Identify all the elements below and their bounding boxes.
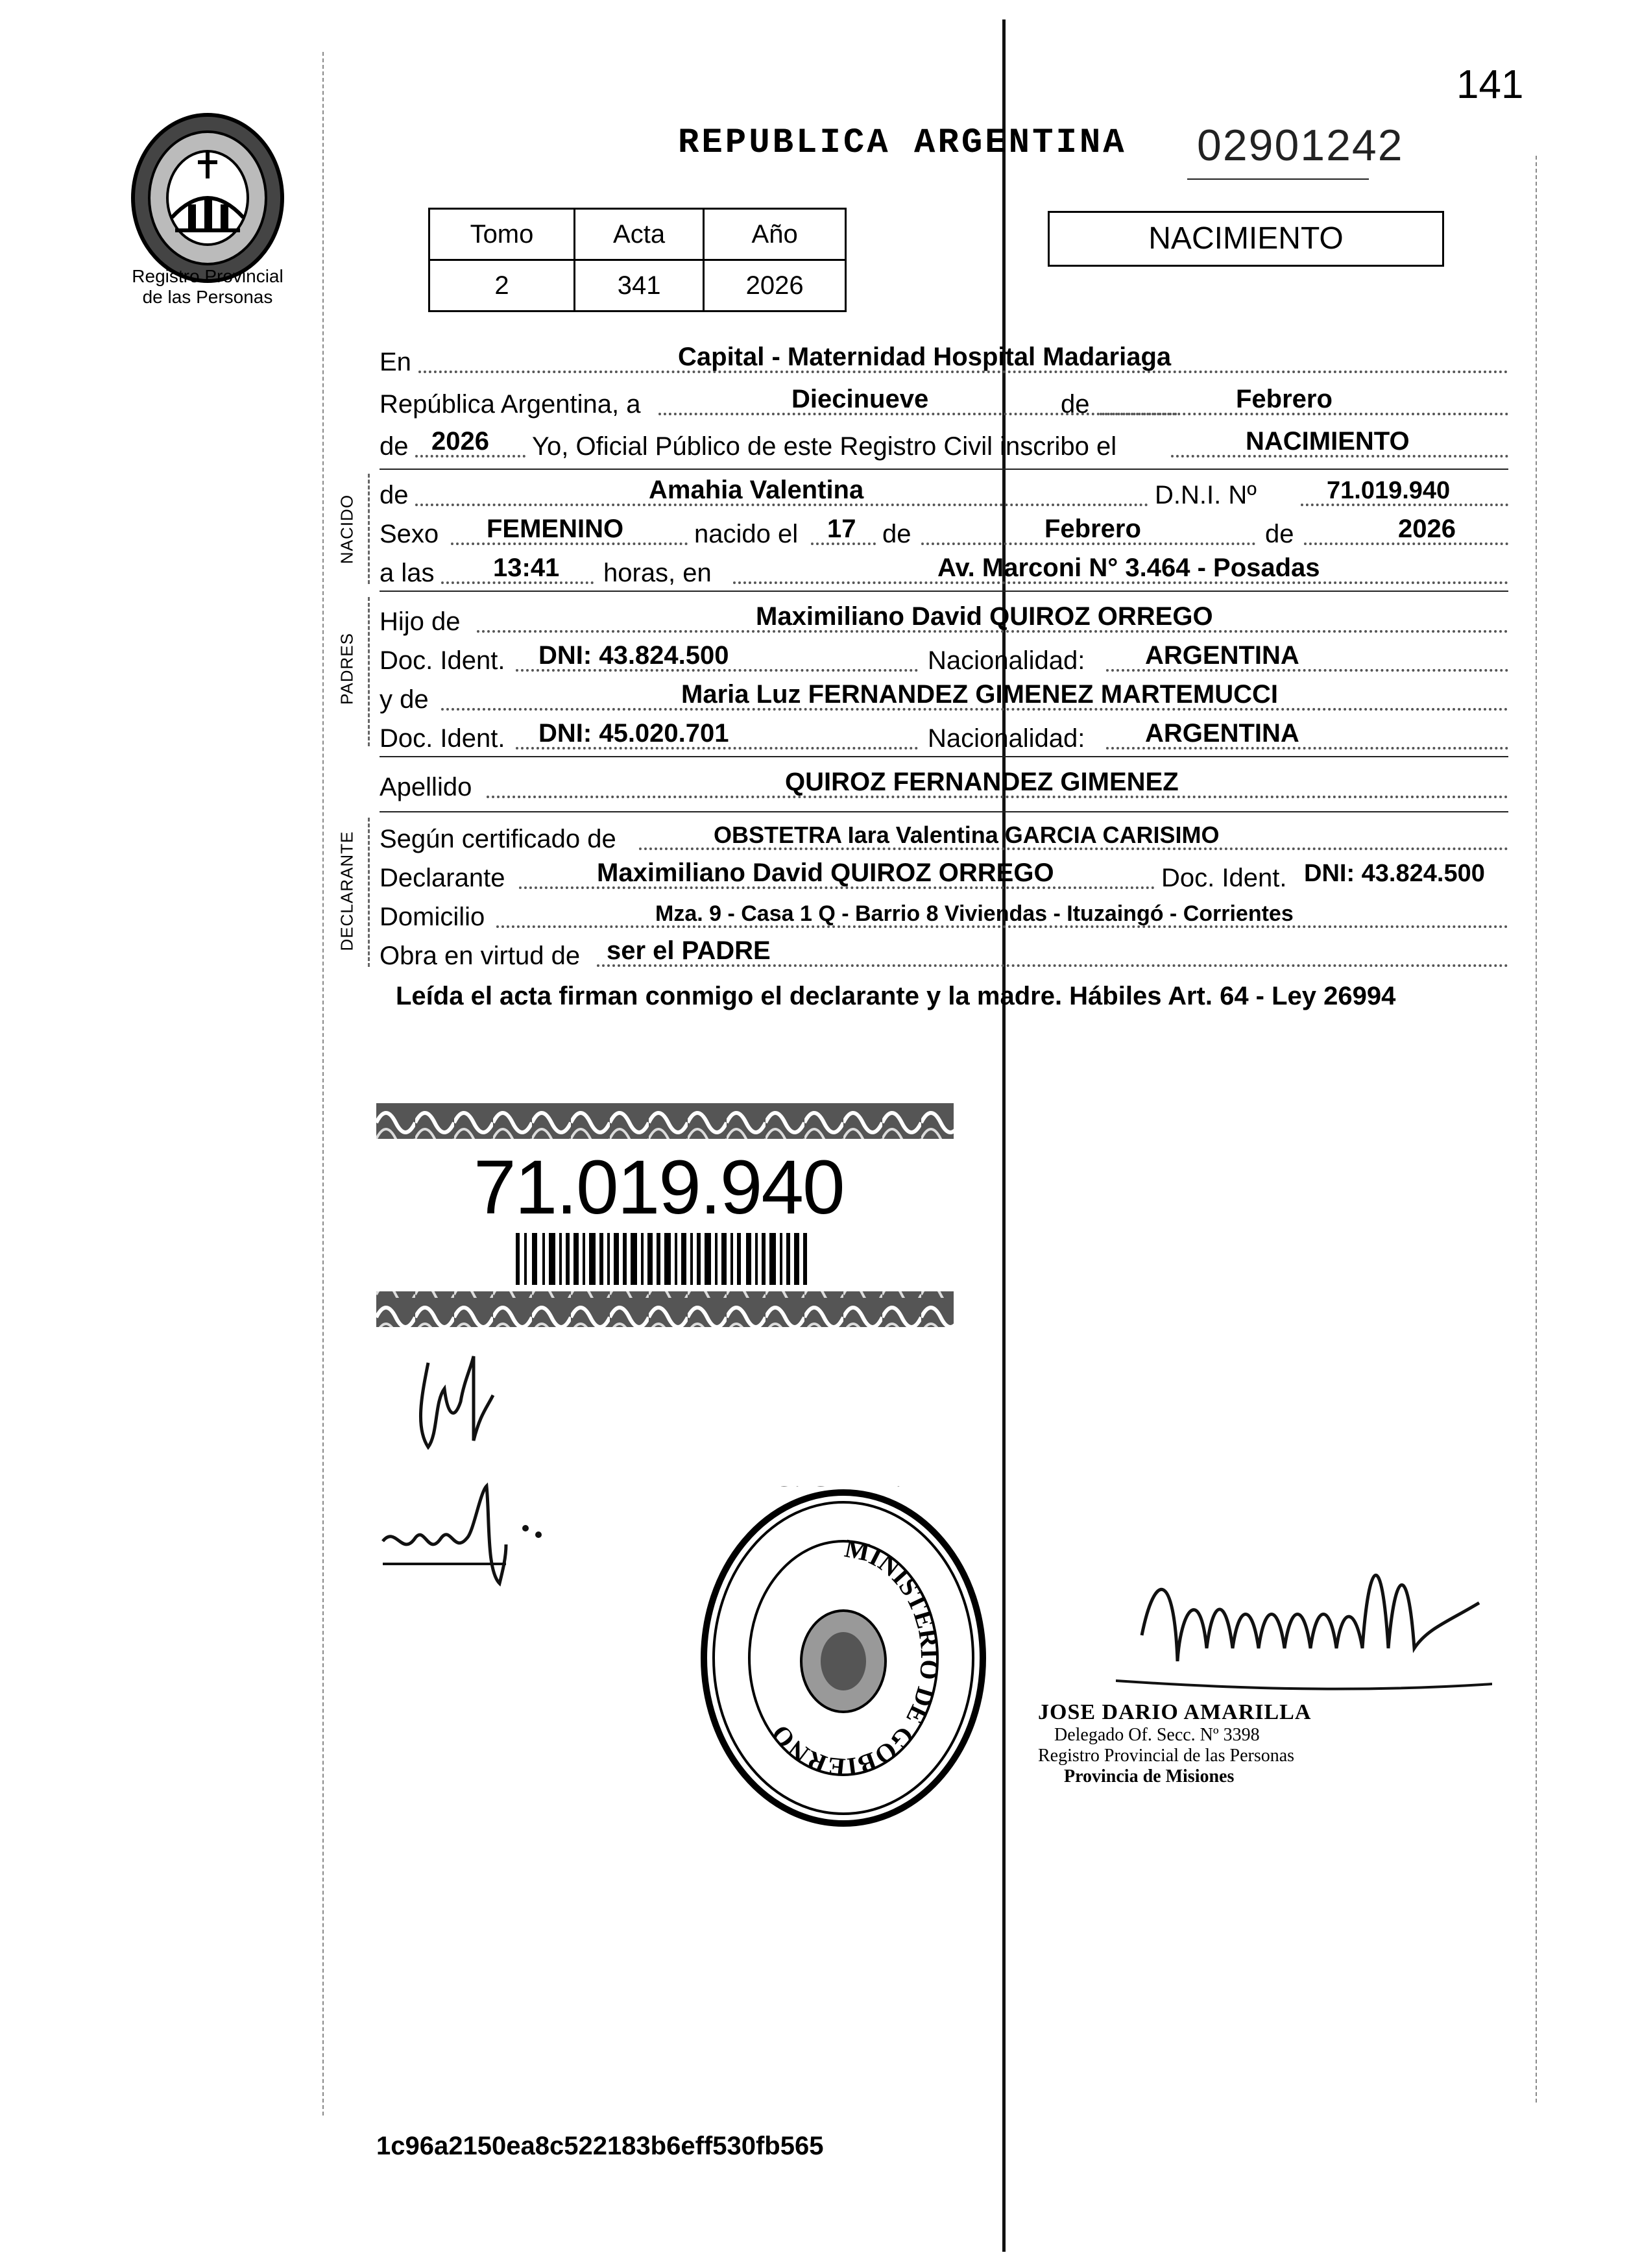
label-en: En (380, 348, 411, 376)
value-declarante-doc: DNI: 43.824.500 (1304, 860, 1485, 887)
left-margin-line (322, 52, 324, 2116)
label-declarante: Declarante (380, 864, 505, 892)
page-number: 141 (1456, 62, 1524, 107)
value-declarante: Maximiliano David QUIROZ ORREGO (597, 859, 1054, 887)
label-dni: D.N.I. Nº (1155, 481, 1257, 509)
label-nacionalidad: Nacionalidad: (928, 724, 1085, 753)
value-domicilio: Mza. 9 - Casa 1 Q - Barrio 8 Viviendas - Ituzaingó - Corrientes (655, 901, 1294, 926)
row-domicilio (380, 896, 1508, 934)
right-margin-line (1536, 156, 1537, 2103)
divider (380, 469, 1508, 470)
value-tipo: NACIMIENTO (1246, 427, 1410, 456)
row-madre-doc (380, 717, 1508, 756)
stamp-name: JOSE DARIO AMARILLA (1038, 1700, 1312, 1724)
row-declarante (380, 857, 1508, 896)
dni-sticker (376, 1103, 954, 1327)
label-hijo: Hijo de (380, 607, 461, 636)
row-republica (380, 383, 1508, 422)
label-sexo: Sexo (380, 520, 439, 548)
record-type-box: NACIMIENTO (1048, 211, 1444, 267)
value-dni: 71.019.940 (1327, 477, 1451, 504)
seal-inner-text: MINISTERIO DE GOBIERNO (765, 1533, 945, 1783)
declarante-bar (368, 818, 370, 967)
label-yo: Yo, Oficial Público de este Registro Civil inscribo el (532, 432, 1117, 461)
document-title: REPUBLICA ARGENTINA (678, 123, 1127, 163)
label-doc: Doc. Ident. (380, 724, 505, 753)
section-nacido: NACIDO (337, 494, 357, 565)
row-obra (380, 934, 1508, 973)
divider (380, 756, 1508, 757)
label-apellido: Apellido (380, 773, 472, 801)
value-dia-nacido: 17 (827, 515, 856, 543)
value-certificado: OBSTETRA Iara Valentina GARCIA CARISIMO (714, 822, 1220, 848)
value-padre-doc: DNI: 43.824.500 (538, 641, 729, 670)
row-sexo (380, 513, 1508, 552)
row-hijo (380, 600, 1508, 639)
section-declarante: DECLARANTE (337, 831, 357, 951)
row-yde (380, 678, 1508, 717)
header-anio: Año (704, 209, 846, 260)
value-anio-nacido: 2026 (1398, 515, 1456, 543)
row-apellido (380, 766, 1508, 805)
label-certificado: Según certificado de (380, 825, 616, 853)
official-seal (697, 1486, 989, 1830)
serial-underline (1187, 178, 1369, 180)
label-doc: Doc. Ident. (380, 646, 505, 675)
label-de: de (882, 520, 911, 548)
row-en (380, 341, 1508, 380)
value-padre-nac: ARGENTINA (1145, 641, 1299, 670)
label-de: de (1265, 520, 1294, 548)
divider (380, 591, 1508, 592)
row-yo (380, 425, 1508, 464)
value-dia-intro: Diecinueve (791, 385, 929, 413)
row-certificado (380, 818, 1508, 857)
sticker-dni: 71.019.940 (474, 1145, 844, 1230)
serial-number: 02901242 (1197, 121, 1404, 170)
footer-hash: 1c96a2150ea8c522183b6eff530fb565 (376, 2132, 824, 2160)
row-nombre (380, 474, 1508, 513)
label-de: de (1061, 390, 1090, 419)
value-anio-intro: 2026 (431, 427, 489, 456)
stamp-position: Delegado Of. Secc. Nº 3398 (1054, 1725, 1260, 1745)
value-madre-doc: DNI: 45.020.701 (538, 719, 729, 748)
value-lugar-nacido: Av. Marconi N° 3.464 - Posadas (937, 554, 1320, 582)
barcode (516, 1233, 807, 1285)
label-yde: y de (380, 685, 429, 714)
label-obra: Obra en virtud de (380, 942, 581, 970)
value-nombre: Amahia Valentina (649, 476, 864, 504)
official-stamp (1038, 1700, 1401, 1787)
closing-text: Leída el acta firman conmigo el declarante y la madre. Hábiles Art. 64 - Ley 26994 (396, 982, 1396, 1010)
province-logo (123, 107, 292, 289)
registry-name: Registro Provincial de las Personas (132, 266, 284, 307)
row-padre-doc (380, 639, 1508, 678)
label-horas: horas, en (603, 559, 712, 587)
value-madre-nac: ARGENTINA (1145, 719, 1299, 748)
label-domicilio: Domicilio (380, 903, 485, 931)
label-a-las: a las (380, 559, 435, 587)
row-hora (380, 552, 1508, 591)
label-doc: Doc. Ident. (1161, 864, 1287, 892)
header-tomo: Tomo (429, 209, 575, 260)
label-republica: República Argentina, a (380, 390, 641, 419)
value-obra: ser el PADRE (607, 936, 771, 965)
value-lugar-intro: Capital - Maternidad Hospital Madariaga (678, 343, 1172, 371)
value-mes-nacido: Febrero (1044, 515, 1141, 543)
value-acta: 341 (574, 260, 703, 311)
signature-declarant (376, 1480, 558, 1590)
label-nacido: nacido el (694, 520, 799, 548)
signature-mother (409, 1343, 500, 1454)
nacido-bar (368, 474, 370, 584)
seal-outer-text (697, 1486, 989, 1493)
value-padre: Maximiliano David QUIROZ ORREGO (756, 602, 1213, 631)
stamp-registry: Registro Provincial de las Personas (1038, 1746, 1295, 1766)
value-mes-intro: Febrero (1236, 385, 1333, 413)
value-hora: 13:41 (493, 554, 560, 582)
stamp-province: Provincia de Misiones (1064, 1766, 1235, 1786)
padres-bar (368, 597, 370, 746)
tomo-acta-table (428, 208, 847, 312)
label-de2: de (380, 432, 409, 461)
value-tomo: 2 (429, 260, 575, 311)
value-madre: Maria Luz FERNANDEZ GIMENEZ MARTEMUCCI (681, 680, 1278, 709)
value-anio: 2026 (704, 260, 846, 311)
section-padres: PADRES (337, 633, 357, 705)
label-de: de (380, 481, 409, 509)
label-nacionalidad: Nacionalidad: (928, 646, 1085, 675)
divider (380, 811, 1508, 812)
header-acta: Acta (574, 209, 703, 260)
value-apellido: QUIROZ FERNANDEZ GIMENEZ (785, 768, 1179, 796)
value-sexo: FEMENINO (487, 515, 624, 543)
